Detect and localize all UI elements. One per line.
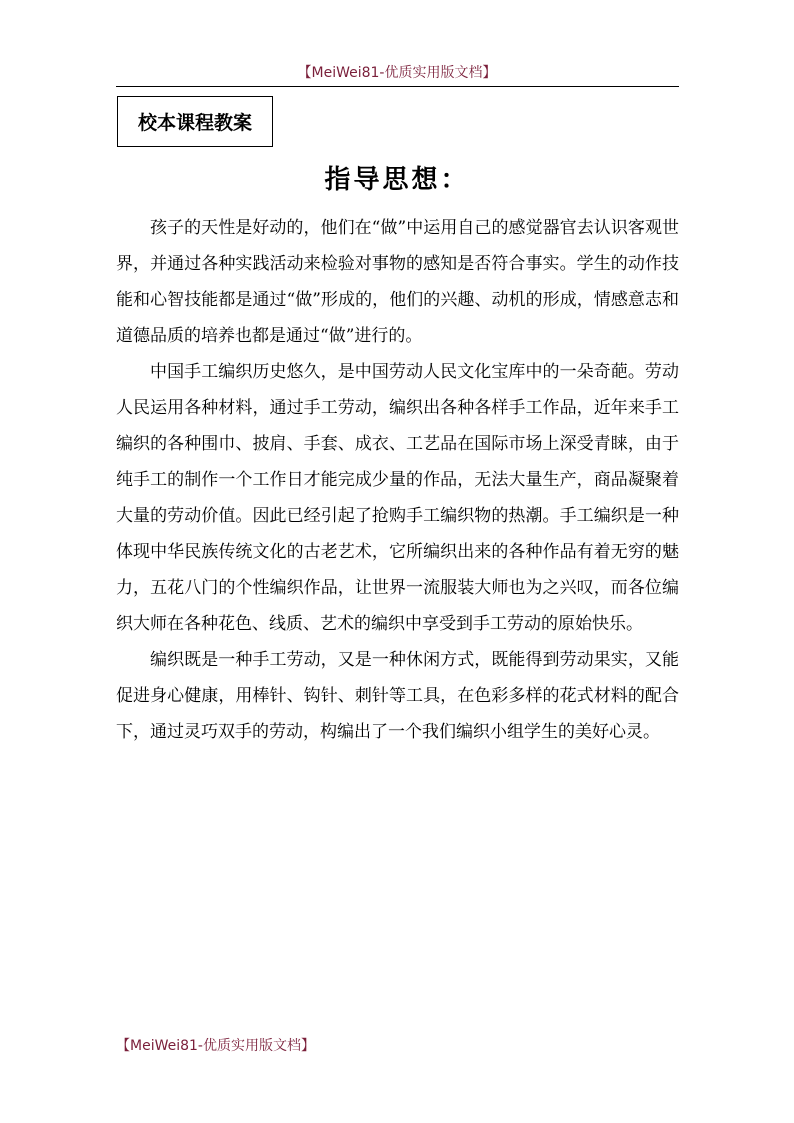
page-footer-text: 【MeiWei81-优质实用版文档】 bbox=[116, 1038, 315, 1054]
paragraph-1: 孩子的天性是好动的，他们在“做”中运用自己的感觉器官去认识客观世界，并通过各种实践活动来检验对事物的感知是否符合事实。学生的动作技能和心智技能都是通过“做”形成的，他们的兴趣、动机的形成，情感意志和道德品质的培养也都是通过“做”进行的。 bbox=[116, 218, 679, 346]
header-divider bbox=[116, 86, 679, 87]
paragraph-2: 中国手工编织历史悠久，是中国劳动人民文化宝库中的一朵奇葩。劳动人民运用各种材料，通过手工劳动，编织出各种各样手工作品，近年来手工编织的各种围巾、披肩、手套、成衣、工艺品在国际市场上深受青睐，由于纯手工的制作一个工作日才能完成少量的作品，无法大量生产，商品凝聚着大量的劳动价值。因此已经引起了抢购手工编织物的热潮。手工编织是一种体现中华民族传统文化的古老艺术，它所编织出来的各种作品有着无穷的魅力，五花八门的个性编织作品，让世界一流服装大师也为之兴叹，而各位编织大师在各种花色、线质、艺术的编织中享受到手工劳动的原始快乐。 bbox=[116, 362, 679, 634]
title-box bbox=[117, 96, 273, 147]
body-text bbox=[116, 210, 679, 750]
page-header-text: 【MeiWei81-优质实用版文档】 bbox=[297, 65, 497, 81]
title-box-label: 校本课程教案 bbox=[137, 112, 252, 134]
paragraph-3: 编织既是一种手工劳动，又是一种休闲方式，既能得到劳动果实，又能促进身心健康，用棒针、钩针、刺针等工具，在色彩多样的花式材料的配合下，通过灵巧双手的劳动，构编出了一个我们编织小组学生的美好心灵。 bbox=[116, 650, 679, 742]
section-heading: 指导思想： bbox=[324, 165, 470, 195]
